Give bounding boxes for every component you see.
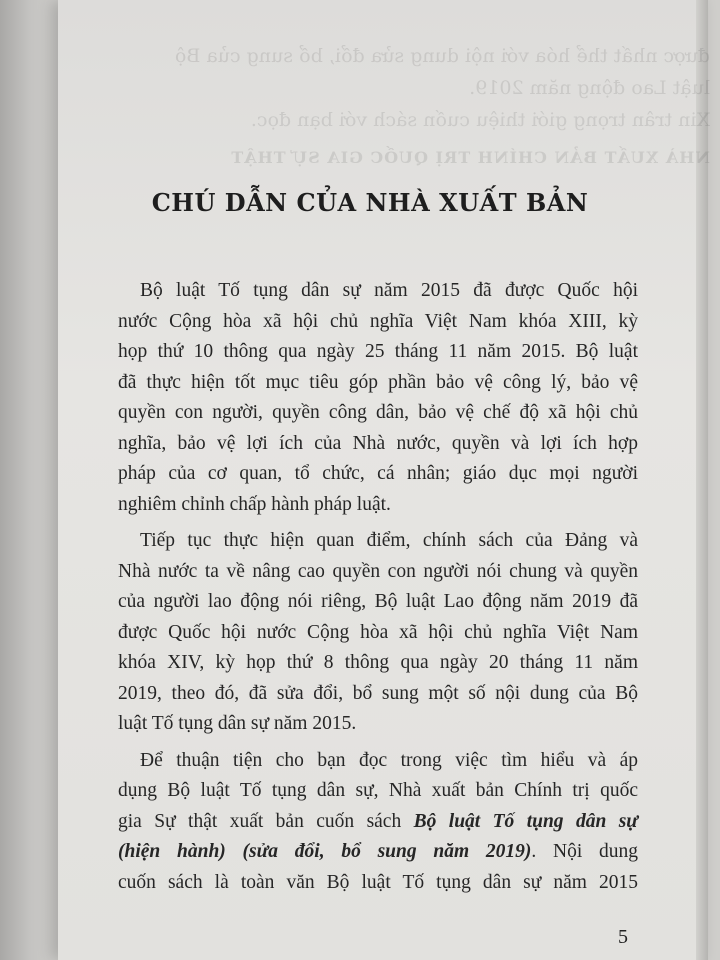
- text-line: dụng Bộ luật Tố tụng dân sự, Nhà xuất bản Chính trị quốc: [118, 780, 638, 801]
- ghost-line: Xin trân trọng giới thiệu cuốn sách với bạn đọc.: [250, 109, 710, 131]
- text-line: [118, 837, 638, 868]
- body-text: [118, 276, 638, 904]
- text-line: Nhà nước ta về nâng cao quyền con người nói chung và quyền: [118, 560, 638, 582]
- text-fragment: . Nội dung: [531, 841, 638, 862]
- book-title-fragment: (hiện hành) (sửa đổi, bổ sung năm 2019): [118, 841, 532, 862]
- facing-page-edge: [0, 220, 58, 520]
- paragraph-2: [118, 526, 638, 740]
- text-line: đã thực hiện tốt mục tiêu góp phần bảo vệ công lý, bảo vệ: [118, 371, 638, 393]
- text-line: quyền con người, quyền công dân, bảo vệ chế độ xã hội chủ: [118, 402, 638, 423]
- text-line: [118, 807, 638, 838]
- text-line: pháp của cơ quan, tổ chức, cá nhân; giáo dục mọi người: [118, 463, 638, 484]
- page-title: CHÚ DẪN CỦA NHÀ XUẤT BẢN: [151, 188, 589, 217]
- text-line: Tiếp tục thực hiện quan điểm, chính sách của Đảng và: [140, 530, 638, 551]
- ghost-line: NHÀ XUẤT BẢN CHÍNH TRỊ QUỐC GIA SỰ THẬT: [230, 148, 710, 167]
- text-line: họp thứ 10 thông qua ngày 25 tháng 11 năm 2015. Bộ luật: [118, 341, 638, 362]
- text-line: khóa XIV, kỳ họp thứ 8 thông qua ngày 20 tháng 11 năm: [118, 652, 638, 673]
- book-title-fragment: Bộ luật Tố tụng dân sự: [413, 810, 638, 832]
- ghost-line: luật Lao động năm 2019.: [469, 77, 710, 99]
- page-number: 5: [618, 926, 628, 948]
- text-line: nghiêm chỉnh chấp hành pháp luật.: [118, 493, 391, 515]
- text-line: luật Tố tụng dân sự năm 2015.: [118, 713, 357, 734]
- text-line: Bộ luật Tố tụng dân sự năm 2015 đã được Quốc hội: [140, 280, 638, 301]
- text-line: Để thuận tiện cho bạn đọc trong việc tìm hiểu và áp: [140, 749, 638, 771]
- text-line: nghĩa, bảo vệ lợi ích của Nhà nước, quyền và lợi ích hợp: [118, 432, 638, 454]
- paragraph-1: [118, 276, 638, 520]
- text-line: cuốn sách là toàn văn Bộ luật Tố tụng dân sự năm 2015: [118, 871, 638, 893]
- ghost-line: được nhất thể hóa với nội dung sửa đổi, bổ sung của Bộ: [174, 45, 710, 67]
- text-fragment: gia Sự thật xuất bản cuốn sách: [118, 810, 414, 832]
- paragraph-3: [118, 746, 638, 899]
- text-line: nước Cộng hòa xã hội chủ nghĩa Việt Nam khóa XIII, kỳ: [118, 310, 638, 332]
- show-through-text: [150, 40, 710, 174]
- text-line: của người lao động nói riêng, Bộ luật Lao động năm 2019 đã: [118, 591, 638, 612]
- text-line: 2019, theo đó, đã sửa đổi, bổ sung một số nội dung của Bộ: [118, 682, 638, 704]
- text-line: được Quốc hội nước Cộng hòa xã hội chủ nghĩa Việt Nam: [118, 621, 638, 643]
